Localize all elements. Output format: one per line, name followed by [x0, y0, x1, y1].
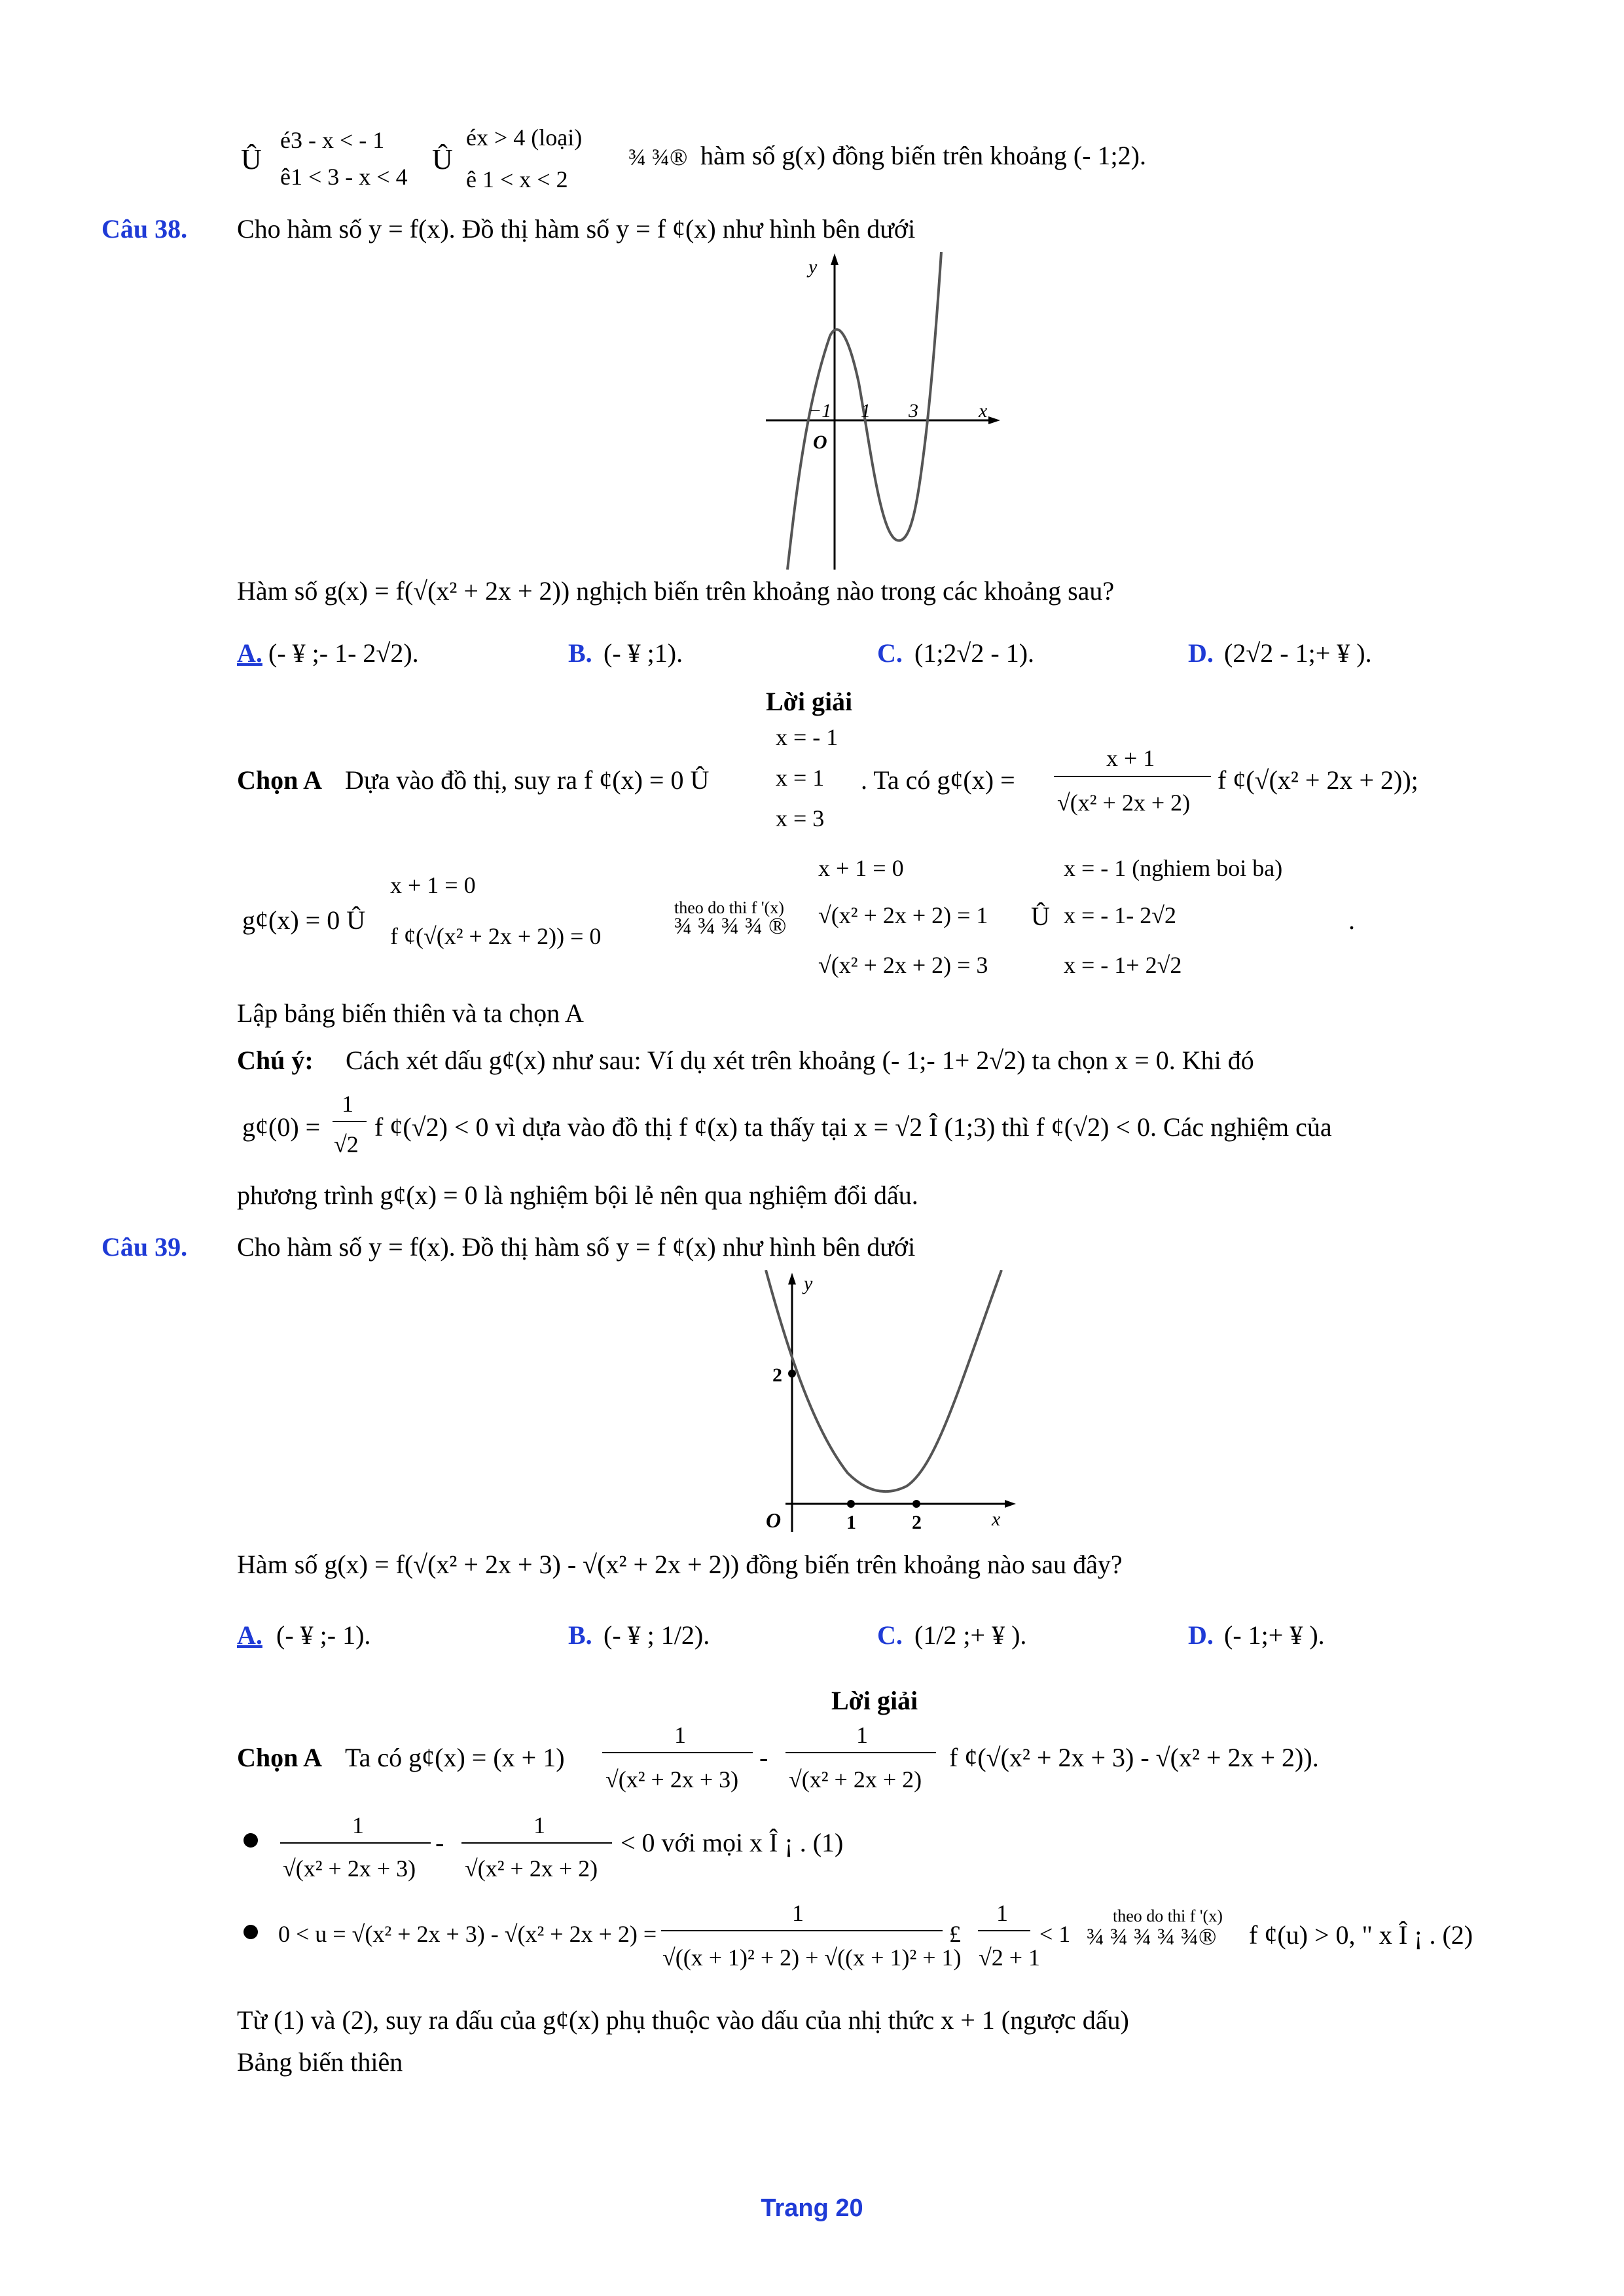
- tick-minus-1: −1: [808, 400, 832, 422]
- option-a[interactable]: (- ¥ ;- 1- 2√2).: [268, 638, 419, 668]
- option-d-label[interactable]: D.: [1188, 1620, 1214, 1650]
- fraction-bar: [280, 1842, 431, 1844]
- solution-text: Từ (1) và (2), suy ra dấu của g¢(x) phụ thuộc vào dấu của nhị thức x + 1 (ngược dấu): [237, 2005, 1129, 2035]
- implies-arrow: ¾ ¾ ¾ ¾ ®: [674, 913, 787, 939]
- fraction-bar: [461, 1842, 612, 1844]
- fraction-denominator: √((x + 1)² + 2) + √((x + 1)² + 1): [662, 1944, 962, 1971]
- arrow-annotation: theo do thi f '(x): [1113, 1906, 1223, 1925]
- option-b[interactable]: (- ¥ ; 1/2).: [604, 1620, 710, 1650]
- system-line: x = - 1 (nghiem boi ba): [1064, 855, 1283, 881]
- option-a[interactable]: (- ¥ ;- 1).: [276, 1620, 371, 1650]
- point-y2: [788, 1370, 796, 1377]
- minus-sign: -: [759, 1743, 768, 1772]
- question-stem: Cho hàm số y = f(x). Đồ thị hàm số y = f ¢(x) như hình bên dưới: [237, 1232, 916, 1262]
- implies-arrow: ¾ ¾ ¾ ¾ ¾®: [1087, 1923, 1217, 1950]
- fraction-bar: [785, 1752, 936, 1753]
- tick-1: 1: [861, 400, 871, 422]
- fraction-denominator: √(x² + 2x + 3): [605, 1766, 739, 1793]
- option-b[interactable]: (- ¥ ;1).: [604, 638, 683, 668]
- question-label-38: Câu 38.: [101, 214, 188, 244]
- tick-3: 3: [909, 400, 918, 422]
- tick-y2: 2: [772, 1364, 782, 1386]
- bullet-icon: [244, 1833, 258, 1848]
- fraction-denominator: √(x² + 2x + 3): [283, 1855, 416, 1882]
- fraction-bar: [333, 1121, 367, 1122]
- system-line: x + 1 = 0: [390, 872, 476, 898]
- point-x2: [912, 1500, 920, 1508]
- tick-2: 2: [912, 1512, 922, 1532]
- y-axis-arrow: [831, 253, 839, 265]
- fraction-numerator: 1: [792, 1900, 804, 1926]
- solution-text: Bảng biến thiên: [237, 2047, 403, 2077]
- question-text: Hàm số g(x) = f(√(x² + 2x + 2)) nghịch biến trên khoảng nào trong các khoảng sau?: [237, 576, 1115, 606]
- system-line: ê 1 < x < 2: [466, 166, 568, 192]
- fraction-bar: [978, 1930, 1030, 1931]
- equiv-symbol: Û: [432, 143, 453, 175]
- arrow-annotation: theo do thi f '(x): [674, 898, 784, 917]
- note-text: phương trình g¢(x) = 0 là nghiệm bội lẻ nên qua nghiệm đổi dấu.: [237, 1180, 918, 1210]
- option-c-label[interactable]: C.: [877, 638, 903, 668]
- bullet-text: 0 < u = √(x² + 2x + 3) - √(x² + 2x + 2) =: [278, 1921, 657, 1947]
- question-label-39: Câu 39.: [101, 1232, 188, 1262]
- origin-label: O: [766, 1508, 782, 1532]
- root-line: x = 3: [776, 805, 825, 831]
- bullet-icon: [244, 1925, 258, 1939]
- system-line: éx > 4 (loại): [466, 124, 583, 151]
- fraction-numerator: 1: [996, 1900, 1008, 1926]
- conclusion-text: hàm số g(x) đồng biến trên khoảng (- 1;2).: [700, 141, 1146, 170]
- question-text: Hàm số g(x) = f(√(x² + 2x + 3) - √(x² + 2x + 2)) đồng biến trên khoảng nào sau đây?: [237, 1550, 1123, 1579]
- system-line: x + 1 = 0: [818, 855, 904, 881]
- fraction-bar: [602, 1752, 753, 1753]
- x-label: x: [979, 400, 988, 422]
- solution-text: . Ta có g¢(x) =: [861, 765, 1015, 795]
- option-c-label[interactable]: C.: [877, 1620, 903, 1650]
- option-d-label[interactable]: D.: [1188, 638, 1214, 668]
- option-d[interactable]: (2√2 - 1;+ ¥ ).: [1224, 638, 1372, 668]
- system-line: ê1 < 3 - x < 4: [280, 164, 408, 190]
- y-axis-arrow: [788, 1273, 796, 1285]
- fraction-numerator: x + 1: [1106, 745, 1155, 771]
- system-line: √(x² + 2x + 2) = 3: [818, 952, 988, 978]
- solution-text: f ¢(√(x² + 2x + 3) - √(x² + 2x + 2)).: [949, 1743, 1319, 1772]
- fraction-denominator: √(x² + 2x + 2): [465, 1855, 598, 1882]
- implies-arrow: ¾ ¾®: [628, 144, 688, 170]
- solution-text: Lập bảng biến thiên và ta chọn A: [237, 998, 584, 1028]
- system-line: √(x² + 2x + 2) = 1: [818, 902, 988, 928]
- x-label: x: [992, 1508, 1001, 1530]
- root-line: x = - 1: [776, 724, 839, 750]
- fraction-numerator: 1: [533, 1812, 545, 1838]
- bullet-text: < 0 với mọi x Î ¡ . (1): [621, 1828, 844, 1857]
- solution-text: g¢(x) = 0 Û: [242, 905, 366, 935]
- fraction-numerator: 1: [674, 1722, 686, 1748]
- root-line: x = 1: [776, 765, 825, 791]
- derivative-graph-38: [746, 252, 1008, 570]
- fraction-bar: [661, 1930, 943, 1931]
- minus-sign: -: [435, 1828, 444, 1857]
- parabola-f-prime: [766, 1270, 1001, 1491]
- option-d[interactable]: (- 1;+ ¥ ).: [1224, 1620, 1325, 1650]
- x-axis-arrow: [1005, 1500, 1016, 1508]
- choose-answer: Chọn A: [237, 1743, 323, 1772]
- option-b-label[interactable]: B.: [568, 1620, 592, 1650]
- note-text: g¢(0) =: [242, 1112, 321, 1142]
- y-label: y: [804, 1273, 813, 1294]
- note-label: Chú ý:: [237, 1046, 314, 1075]
- system-line: f ¢(√(x² + 2x + 2)) = 0: [390, 923, 602, 949]
- fraction-numerator: 1: [342, 1091, 353, 1117]
- option-a-label[interactable]: A.: [237, 1620, 262, 1650]
- fraction-denominator: √(x² + 2x + 2): [1057, 790, 1191, 816]
- system-line: x = - 1- 2√2: [1064, 902, 1177, 928]
- derivative-graph-39: [746, 1270, 1034, 1532]
- note-text: Cách xét dấu g¢(x) như sau: Ví dụ xét trên khoảng (- 1;- 1+ 2√2) ta chọn x = 0. Khi đó: [346, 1046, 1254, 1075]
- option-c[interactable]: (1/2 ;+ ¥ ).: [914, 1620, 1027, 1650]
- bullet-text: < 1: [1039, 1921, 1071, 1947]
- solution-title: Lời giải: [831, 1686, 918, 1715]
- fraction-denominator: √2: [334, 1131, 359, 1157]
- period: .: [1348, 905, 1355, 935]
- solution-title: Lời giải: [766, 687, 853, 716]
- question-stem: Cho hàm số y = f(x). Đồ thị hàm số y = f ¢(x) như hình bên dưới: [237, 214, 916, 244]
- point-x1: [847, 1500, 855, 1508]
- y-label: y: [808, 256, 818, 278]
- solution-text: f ¢(√(x² + 2x + 2));: [1218, 765, 1418, 795]
- page-number: Trang 20: [761, 2195, 863, 2222]
- system-line: x = - 1+ 2√2: [1064, 952, 1182, 978]
- option-b-label[interactable]: B.: [568, 638, 592, 668]
- note-text: f ¢(√2) < 0 vì dựa vào đồ thị f ¢(x) ta thấy tại x = √2 Î (1;3) thì f ¢(√2) < 0. Các nghiệm của: [374, 1112, 1332, 1142]
- fraction-bar: [1054, 776, 1211, 777]
- choose-answer: Chọn A: [237, 765, 323, 795]
- option-c[interactable]: (1;2√2 - 1).: [914, 638, 1035, 668]
- fraction-numerator: 1: [352, 1812, 364, 1838]
- solution-text: Dựa vào đồ thị, suy ra f ¢(x) = 0 Û: [345, 765, 710, 795]
- fraction-denominator: √(x² + 2x + 2): [789, 1766, 922, 1793]
- le-symbol: £: [949, 1921, 961, 1947]
- origin-label: O: [813, 431, 827, 453]
- fraction-numerator: 1: [856, 1722, 868, 1748]
- bullet-text: f ¢(u) > 0, " x Î ¡ . (2): [1249, 1920, 1473, 1950]
- equiv-symbol: Û: [1031, 902, 1050, 931]
- tick-1: 1: [846, 1512, 856, 1532]
- fraction-denominator: √2 + 1: [979, 1944, 1041, 1971]
- system-line: é3 - x < - 1: [280, 127, 385, 153]
- solution-text: Ta có g¢(x) = (x + 1): [345, 1743, 565, 1772]
- equiv-symbol: Û: [241, 143, 262, 175]
- x-axis-arrow: [988, 416, 1000, 424]
- option-a-label[interactable]: A.: [237, 638, 262, 668]
